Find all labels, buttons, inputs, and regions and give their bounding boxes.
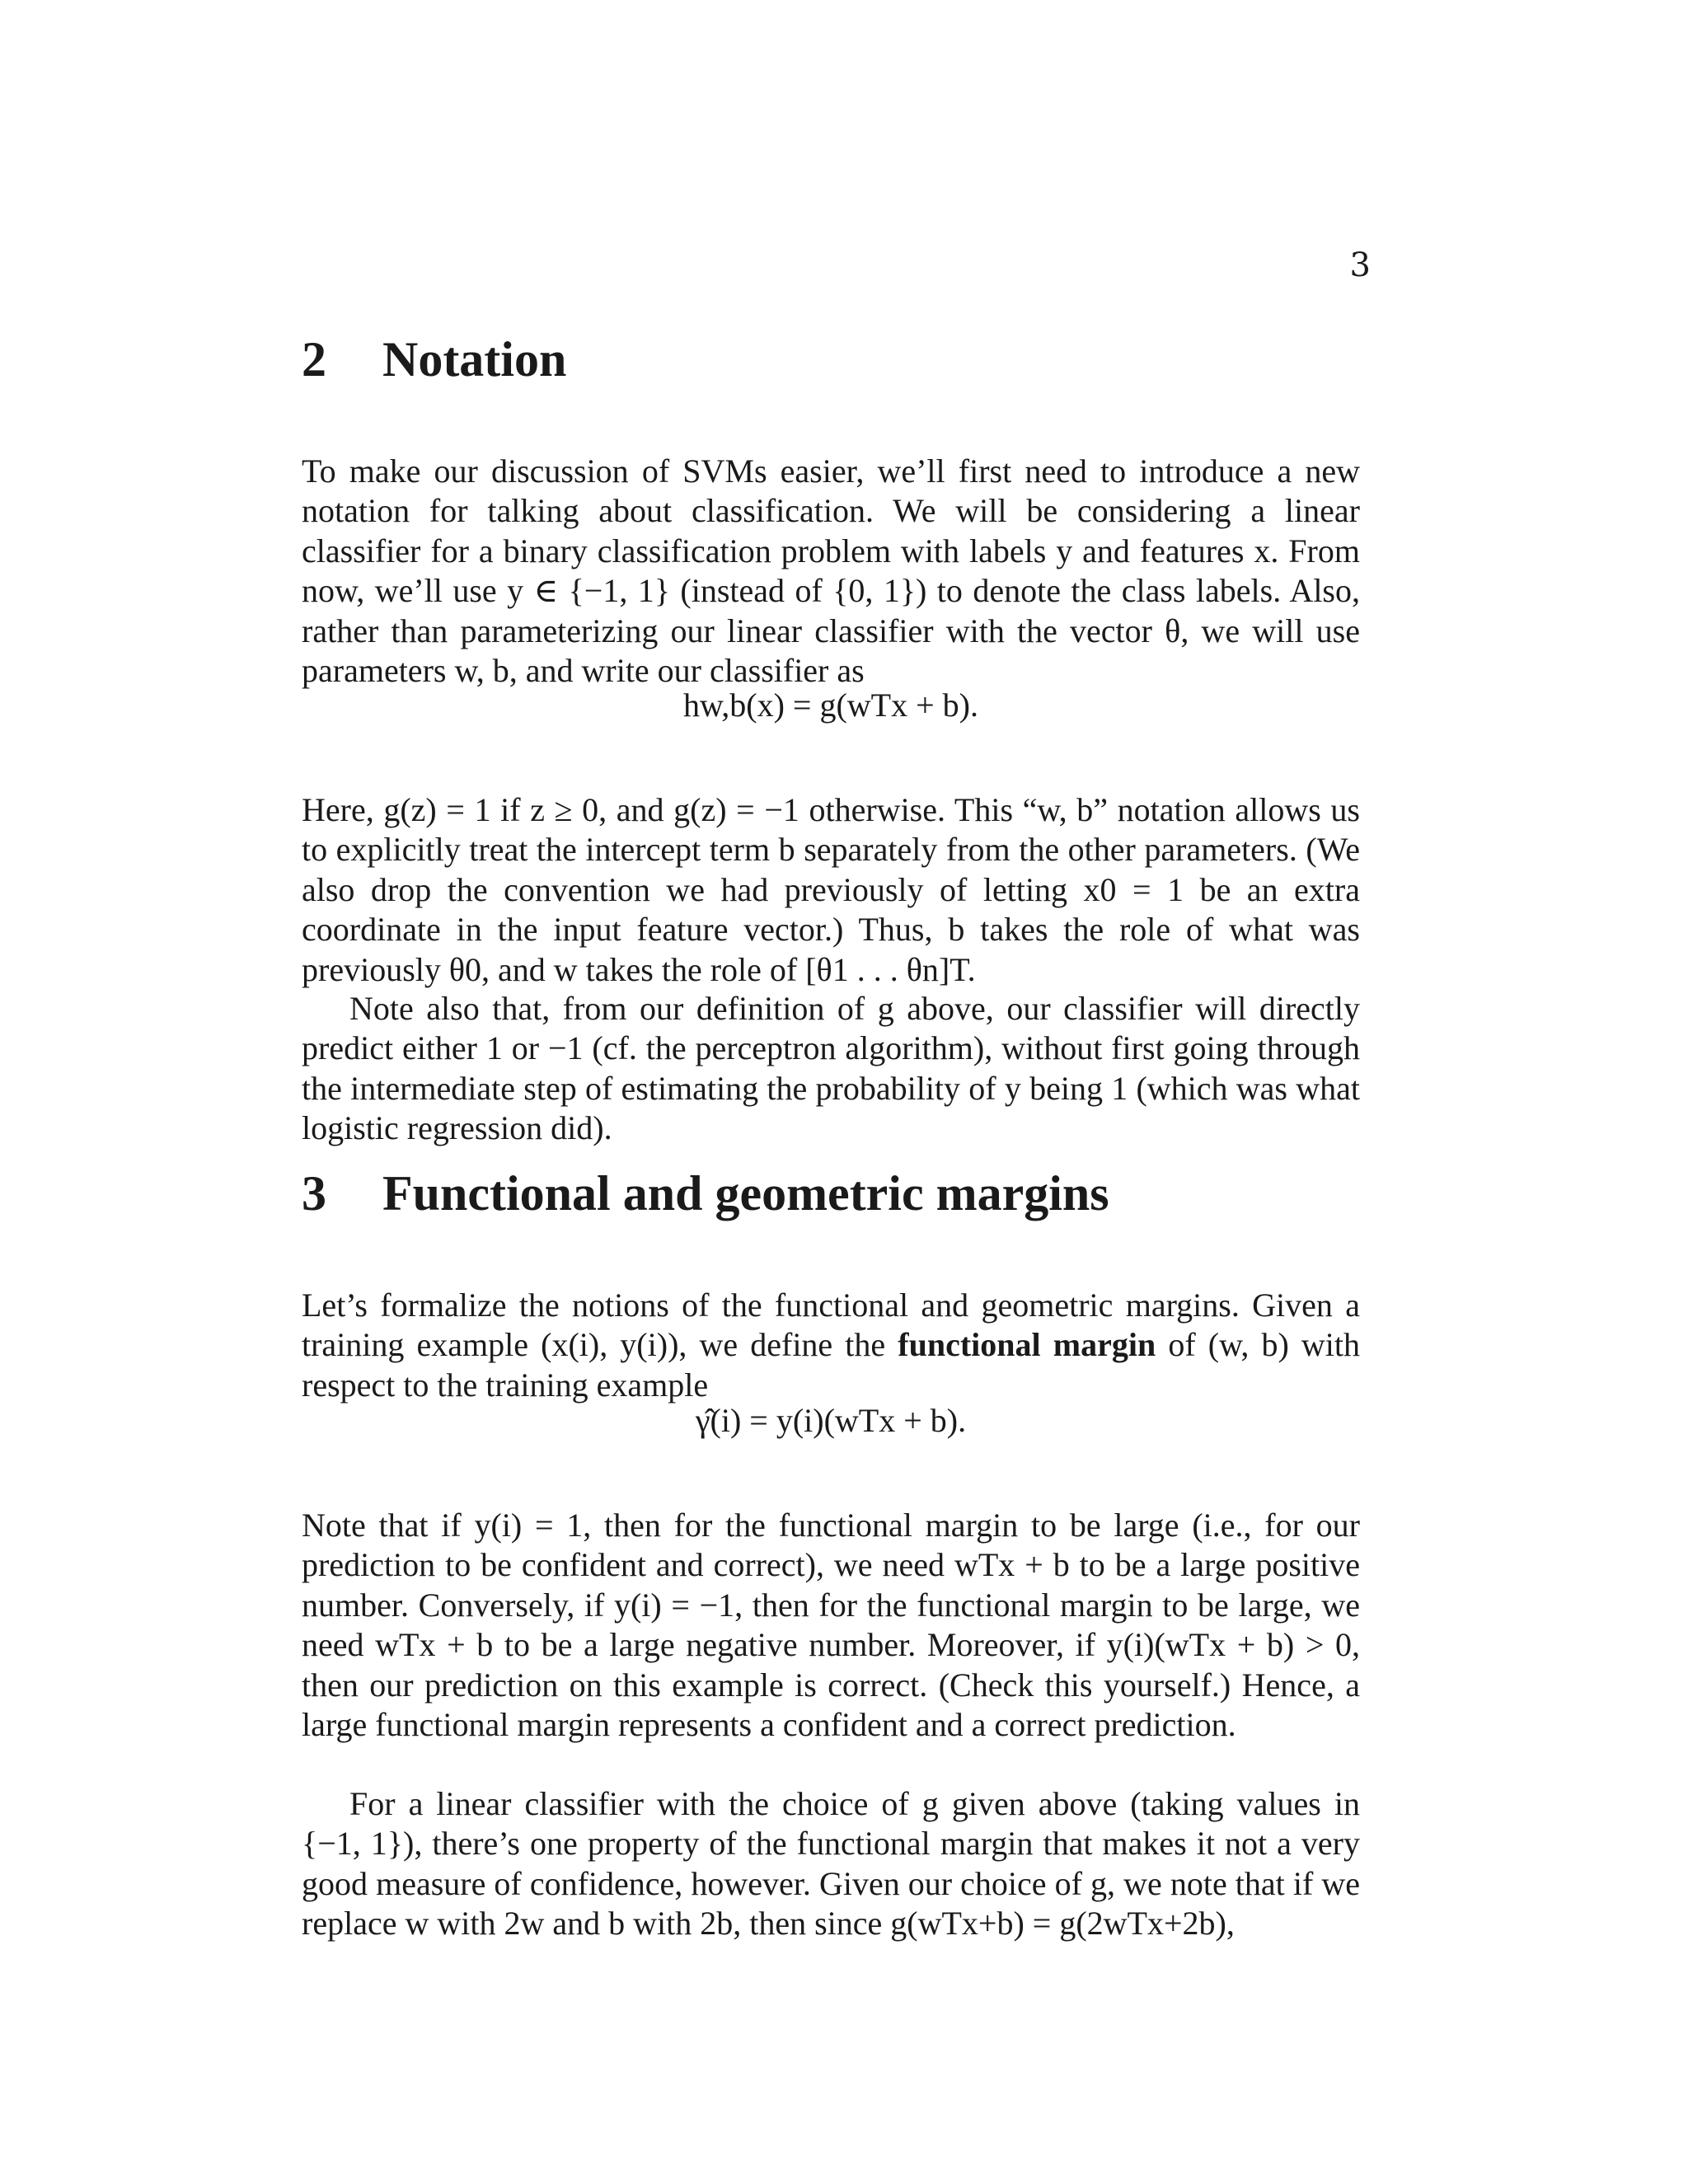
section-2-title: Notation bbox=[382, 332, 567, 387]
paragraph-text: Let’s formalize the notions of the functional and geometric margins. Given a training example (x(i), y(i)), we define the bbox=[302, 1286, 1360, 1364]
section-3-paragraph-3: For a linear classifier with the choice of g given above (taking values in {−1, 1}), there’s one property of the functional margin that makes it not a very good measure of confidence, however. Given our choice of g, we note that if we replace w with 2w and b with 2b, then since g(wTx+b) = g(2wTx+2b), bbox=[302, 1785, 1360, 1943]
functional-margin-term: functional margin bbox=[898, 1326, 1156, 1364]
section-2-paragraph-1: To make our discussion of SVMs easier, we’ll first need to introduce a new notation for talking about classification. We will be considering a linear classifier for a binary classification problem with labels y and features x. From now, we’ll use y ∈ {−1, 1} (instead of {0, 1}) to denote the class labels. Also, rather than parameterizing our linear classifier with the vector θ, we will use parameters w, b, and write our classifier as bbox=[302, 452, 1360, 690]
classifier-equation: hw,b(x) = g(wTx + b). bbox=[682, 687, 978, 724]
section-3-paragraph-1 bbox=[302, 1286, 1360, 1405]
paragraph-text: of (w, b) with respect to the training example bbox=[302, 1326, 1361, 1404]
section-3-number: 3 bbox=[302, 1166, 326, 1221]
section-2-number: 2 bbox=[302, 332, 326, 387]
section-3-heading bbox=[302, 1164, 1109, 1223]
section-3-title: Functional and geometric margins bbox=[382, 1166, 1109, 1221]
section-2-heading bbox=[302, 330, 566, 389]
functional-margin-equation: γ̂(i) = y(i)(wTx + b). bbox=[695, 1402, 967, 1439]
section-3-paragraph-2: Note that if y(i) = 1, then for the functional margin to be large (i.e., for our prediction to be confident and correct), we need wTx + b to be a large positive number. Conversely, if y(i) = −1, then for the functional margin to be large, we need wTx + b to be a large negative number. Moreover, if y(i)(wTx + b) > 0, then our prediction on this example is correct. (Check this yourself.) Hence, a large functional margin represents a confident and a correct prediction. bbox=[302, 1507, 1360, 1744]
page-number: 3 bbox=[1349, 246, 1371, 284]
section-2-paragraph-3: Note also that, from our definition of g above, our classifier will directly predict either 1 or −1 (cf. the perceptron algorithm), without first going through the intermediate step of estimating the probability of y being 1 (which was what logistic regression did). bbox=[302, 990, 1360, 1147]
section-2-paragraph-2: Here, g(z) = 1 if z ≥ 0, and g(z) = −1 otherwise. This “w, b” notation allows us to explicitly treat the intercept term b separately from the other parameters. (We also drop the convention we had previously of letting x0 = 1 be an extra coordinate in the input feature vector.) Thus, b takes the role of what was previously θ0, and w takes the role of [θ1 . . . θn]T. bbox=[302, 791, 1360, 988]
